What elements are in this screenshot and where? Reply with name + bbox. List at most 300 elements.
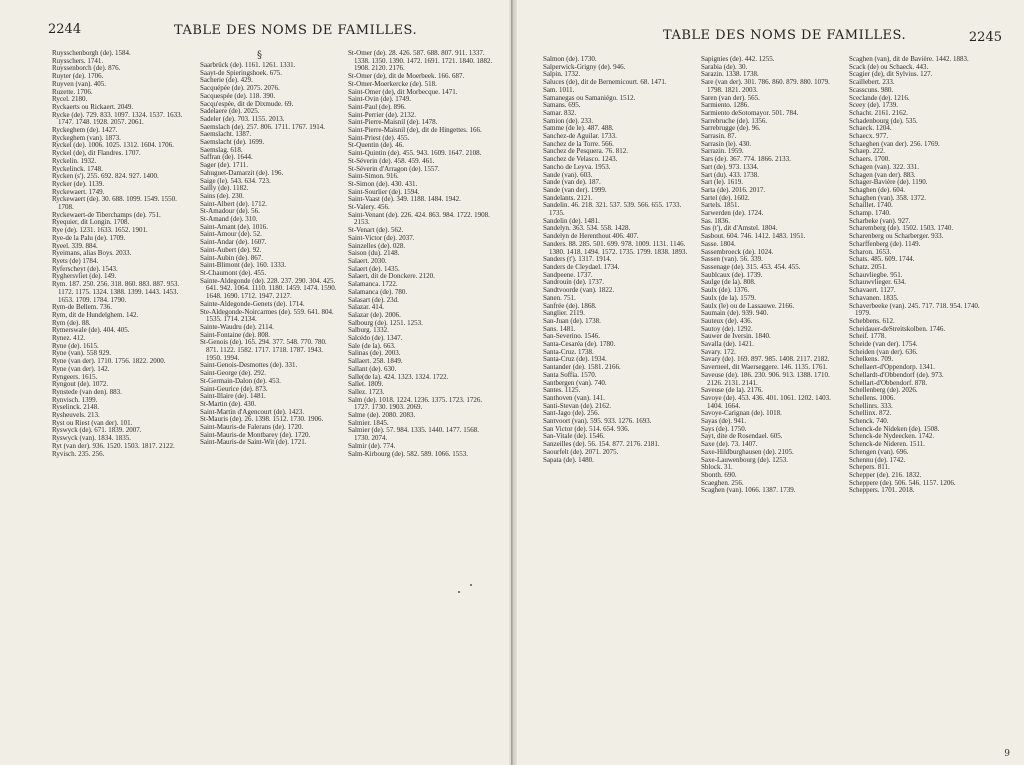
- index-entry: St-Valery. 456.: [348, 203, 390, 212]
- index-entry: Ruyter (de). 1706.: [52, 72, 104, 81]
- index-entry: Scack (de) ou Schaeck. 443.: [849, 62, 929, 71]
- index-entry: Sart (du). 433. 1738.: [701, 170, 759, 179]
- index-entry: St-Venart (de). 562.: [348, 226, 404, 235]
- index-entry: Ryne (van der). 1710. 1756. 1822. 2000.: [52, 357, 166, 366]
- index-entry: Sancho de Leyva. 1953.: [543, 162, 611, 171]
- index-entry: Sarwerden (de). 1724.: [701, 209, 764, 218]
- index-entry: Ryghersvliet (de). 149.: [52, 272, 117, 281]
- index-entry: Saverneel, dit Waerseggere. 146. 1135. 1761.: [701, 363, 828, 372]
- index-entry: Salamanca (de). 780.: [348, 287, 408, 296]
- index-entry: Schagen (van der). 883.: [849, 170, 916, 179]
- index-entry: St-Séverin d'Arragon (de). 1557.: [348, 164, 440, 173]
- index-entry: Rym (de). 88.: [52, 318, 91, 327]
- index-entry: Saayt-de Spieringshoek. 675.: [200, 68, 283, 77]
- index-entry: Scheppere (de). 506. 546. 1157. 1206.: [849, 478, 956, 487]
- index-entry: Sanders de Cleydael. 1734.: [543, 262, 620, 271]
- index-entry: Scaeghen. 256.: [701, 478, 744, 487]
- left-column-3: [348, 50, 493, 762]
- index-entry: Schenck. 740.: [849, 417, 889, 426]
- index-entry: Salaert. 2030.: [348, 256, 387, 265]
- index-entry: Sas. 1836.: [701, 216, 730, 225]
- index-entry: Ruysschenborgh (de). 1584.: [52, 50, 131, 57]
- index-entry: St-Mauris (de). 26. 1398. 1512. 1730. 1906.: [200, 415, 324, 424]
- index-entry: Ryswyck (de). 671. 1839. 2007.: [52, 426, 142, 435]
- index-entry: Sart (de). 973. 1334.: [701, 162, 759, 171]
- index-entry: Santvoort (van). 595. 933. 1276. 1693.: [543, 417, 652, 426]
- index-entry: Schaecx. 977.: [849, 132, 889, 141]
- index-entry: Sande (van der). 1999.: [543, 185, 607, 194]
- index-entry: Schavanen. 1835.: [849, 293, 899, 302]
- index-entry: Saulge (de la). 808.: [701, 278, 756, 287]
- index-entry: Sainzelles (de). 028.: [348, 241, 406, 250]
- index-entry: Ryckel (de), dit Flandres. 1707.: [52, 149, 141, 158]
- index-entry: Ryvisch. 235. 256.: [52, 449, 105, 458]
- index-entry: Salamanca. 1722.: [348, 280, 398, 289]
- index-entry: Santes. 1125.: [543, 386, 581, 395]
- index-entry: Schepers. 811.: [849, 463, 890, 472]
- index-entry: Ruyven (van). 405.: [52, 79, 107, 88]
- index-entry: Salmier. 1845.: [348, 418, 389, 427]
- index-entry: Saint-Omer (de), dit Morbecque. 1471.: [348, 87, 458, 96]
- index-entry: Saint-Vaast (de). 349. 1188. 1484. 1942.: [348, 195, 461, 204]
- index-entry: Sarmiento. 1286.: [701, 101, 750, 110]
- index-entry: Sarazin. 1338. 1738.: [701, 70, 759, 79]
- index-entry: St-Germain-Dalon (de). 453.: [200, 376, 281, 385]
- index-entry: Savoye (de). 453. 436. 401. 1061. 1202. 1403. 1404. 1664.: [701, 393, 831, 410]
- index-entry: Sarmiento deSotomayor. 501. 784.: [701, 108, 799, 117]
- index-entry: Schengen (van). 696.: [849, 447, 909, 456]
- index-entry: St-Omer (de), dit de Moerbeek. 166. 687.: [348, 72, 465, 81]
- index-entry: Saumain (de). 939. 940.: [701, 309, 769, 318]
- index-entry: Saint-Aubert (de). 92.: [200, 245, 262, 254]
- index-entry: Sarrazin. 1959.: [701, 147, 744, 156]
- index-entry: Saxe (de). 73. 1407.: [701, 440, 758, 449]
- index-entry: Salm-Kirbourg (de). 582. 589. 1066. 1553.: [348, 449, 469, 458]
- index-entry: Scharenberg ou Scharberger. 933.: [849, 232, 944, 241]
- index-entry: Sarrebruche (de). 1356.: [701, 116, 768, 125]
- index-entry: Rysheuvels. 213.: [52, 411, 100, 420]
- index-entry: Schaghen (van). 358. 1372.: [849, 193, 926, 202]
- index-entry: Saint-Victor (de). 2037.: [348, 233, 415, 242]
- index-entry: St-Séverin (de). 458. 459. 461.: [348, 156, 435, 165]
- index-entry: Ryckeghem (de). 1427.: [52, 126, 118, 135]
- index-entry: Sanfrée (de). 1868.: [543, 301, 597, 310]
- index-entry: Scharemberg (de). 1502. 1503. 1740.: [849, 224, 954, 233]
- index-entry: Salasart (de). 23d.: [348, 295, 399, 304]
- index-entry: Scheide (van der). 1754.: [849, 340, 918, 349]
- index-entry: Ryferscheyt (de). 1543.: [52, 264, 118, 273]
- index-entry: Salle(de la). 424. 1323. 1324. 1722.: [348, 372, 449, 381]
- index-entry: Rycel. 2180.: [52, 95, 88, 104]
- index-entry: Sayt, dite de Rosendael. 605.: [701, 432, 783, 441]
- index-entry: Saint-Pierre-Maisnil (de), dit de Hingettes. 166.: [348, 126, 482, 135]
- index-entry: Saige (le). 543. 634. 723.: [200, 176, 271, 185]
- index-entry: Salperwick-Grigny (de). 946.: [543, 62, 626, 71]
- index-entry: Saint-Quintin (de). 455. 943. 1609. 1647. 2108.: [348, 149, 482, 158]
- index-entry: Sailly (de). 1182.: [200, 184, 249, 193]
- index-entry: Sassembroeck (de). 1024.: [701, 247, 774, 256]
- index-entry: Schaghen (de). 604.: [849, 185, 905, 194]
- index-entry: Saublcaux (de). 1739.: [701, 270, 763, 279]
- index-entry: Sblock. 31.: [701, 463, 733, 472]
- index-entry: Saint-Mauris-de Saint-Wit (de). 1721.: [200, 438, 307, 447]
- index-entry: Saison (du). 2148.: [348, 249, 400, 258]
- index-entry: Sartels. 1851.: [701, 201, 740, 210]
- index-entry: Rye (de). 1231. 1633. 1652. 1901.: [52, 226, 148, 235]
- index-entry: Saint-Sourlier (de). 1594.: [348, 187, 420, 196]
- index-entry: Sarrasin. 87.: [701, 132, 737, 141]
- right-column-2: [701, 56, 841, 765]
- index-entry: Sale (de la). 663.: [348, 341, 396, 350]
- index-entry: Saren (van der). 565.: [701, 93, 760, 102]
- index-entry: Salazar. 414.: [348, 303, 384, 312]
- index-entry: Saint-George (de). 292.: [200, 369, 266, 378]
- index-entry: Ryckelin. 1932.: [52, 156, 97, 165]
- left-column-1: [52, 50, 192, 762]
- index-entry: Savary (de). 169. 897. 985. 1408. 2117. 2182.: [701, 355, 830, 364]
- index-entry: Schellardt-d'Obbendorf (de). 973.: [849, 370, 944, 379]
- index-entry: Rye-de la Palu (de). 1709.: [52, 233, 126, 242]
- index-entry: Rym-de Bellem. 736.: [52, 303, 112, 312]
- index-entry: Sanzeilles (de). 56. 154. 877. 2176. 2181.: [543, 440, 660, 449]
- index-entry: Sandelin. 46. 218. 321. 537. 539. 566. 655. 1733. 1735.: [543, 201, 682, 218]
- index-entry: Schaeghen (van der). 256. 1769.: [849, 139, 940, 148]
- index-entry: Schager-Bavière (de). 1190.: [849, 178, 928, 187]
- index-entry: Schellinrs. 333.: [849, 401, 893, 410]
- index-entry: Santander (de). 1581. 2166.: [543, 363, 621, 372]
- index-entry: Ryckel (de). 1006. 1025. 1312. 1604. 1706.: [52, 141, 174, 150]
- index-entry: Scaillebert. 233.: [849, 78, 895, 87]
- index-entry: Schenck-de Nideken (de). 1508.: [849, 424, 940, 433]
- index-entry: Schaep. 222.: [849, 147, 885, 156]
- index-entry: Sas (t'), dit d'Amstel. 1804.: [701, 224, 778, 233]
- index-entry: Santa-Cruz (de). 1934.: [543, 355, 607, 364]
- index-entry: Saint-Geurice (de). 873.: [200, 384, 268, 393]
- index-entry: Ryngeers. 1615.: [52, 372, 98, 381]
- index-entry: Saint-Blimont (de). 160. 1333.: [200, 261, 286, 270]
- index-entry: Salmir (de). 774.: [348, 441, 396, 450]
- index-entry: Ryne (de). 1615.: [52, 341, 99, 350]
- index-entry: Saxe-Lauwenbourg (de). 1253.: [701, 455, 788, 464]
- index-entry: Sanen. 751.: [543, 293, 576, 302]
- index-entry: Schaeck. 1204.: [849, 124, 892, 133]
- index-entry: Schaverbeeke (van). 245. 717. 718. 954. 1740. 1979.: [849, 301, 980, 318]
- index-entry: Rym, dit de Hundelghem. 142.: [52, 310, 139, 319]
- index-entry: Sans. 1481.: [543, 324, 576, 333]
- index-entry: Rymerswale (de). 404. 405.: [52, 326, 130, 335]
- index-entry: Ryckelinck. 1748.: [52, 164, 103, 173]
- paper-speck: [458, 591, 460, 593]
- index-entry: Sarta (de). 2016. 2017.: [701, 185, 766, 194]
- index-entry: Ryngout (de). 1072.: [52, 380, 109, 389]
- index-entry: Saint-Albert (de). 1712.: [200, 199, 267, 208]
- index-entry: Samans. 695.: [543, 101, 581, 110]
- index-entry: Santa-Cruz. 1738.: [543, 347, 594, 356]
- index-entry: Savalla (de). 1421.: [701, 340, 754, 349]
- index-entry: Salcédo (de). 1347.: [348, 334, 403, 343]
- index-entry: Saveuse (de la). 2176.: [701, 386, 764, 395]
- signature-mark: 9: [1004, 749, 1010, 759]
- index-entry: Santi-Stevan (de). 2162.: [543, 401, 612, 410]
- index-entry: Saint-Mauris-de Montbarey (de). 1720.: [200, 430, 311, 439]
- index-entry: Sayas (de). 941.: [701, 417, 747, 426]
- index-entry: Schellinx. 872.: [849, 409, 892, 418]
- index-entry: Savoye-Carignan (de). 1018.: [701, 409, 782, 418]
- index-entry: Scheif. 1778.: [849, 332, 887, 341]
- index-entry: Ruyssenborch (de). 876.: [52, 64, 121, 73]
- index-entry: Scaghen (van). 1066. 1387. 1739.: [701, 486, 796, 495]
- index-entry: Ryne (van). 558 929.: [52, 349, 112, 358]
- index-entry: Saint-Amour (de). 52.: [200, 230, 262, 239]
- index-entry: Ste-Aldegonde-Noircarmes (de). 559. 641. 804. 1535. 1714. 2134.: [200, 307, 334, 324]
- index-entry: Rycker (de). 1139.: [52, 179, 104, 188]
- index-entry: Saint-Paul (de). 896.: [348, 102, 406, 111]
- index-entry: Sande (van). 603.: [543, 170, 593, 179]
- right-column-3: [849, 56, 994, 765]
- index-entry: Sauteux (de). 436.: [701, 316, 753, 325]
- index-entry: Salme (de). 2080. 2083.: [348, 411, 416, 420]
- right-column-1: [543, 56, 691, 765]
- index-entry: Sande (van de). 187.: [543, 178, 601, 187]
- index-entry: Salazar (de). 2006.: [348, 310, 401, 319]
- index-entry: Sauwer de Iversin. 1840.: [701, 332, 771, 341]
- index-entry: Scagier (de), dit Sylvius. 127.: [849, 70, 933, 79]
- index-entry: Rynstede (van den). 883.: [52, 387, 122, 396]
- index-entry: St-Chaumont (de). 455.: [200, 268, 267, 277]
- index-entry: Ryeimans, alias Boys. 2033.: [52, 249, 132, 258]
- index-entry: Salpin. 1732.: [543, 70, 581, 79]
- index-entry: Rynez. 412.: [52, 334, 86, 343]
- index-entry: Samar. 832.: [543, 108, 577, 117]
- index-entry: Scheidauer-deStreitskolben. 1746.: [849, 324, 946, 333]
- index-entry: Salm (de). 1018. 1224. 1236. 1375. 1723. 1726. 1727. 1730. 1903. 2069.: [348, 395, 483, 412]
- index-entry: Sautoy (de). 1292.: [701, 324, 753, 333]
- index-entry: Saint-Ovin (de). 1749.: [348, 95, 411, 104]
- index-entry: Saarbrück (de). 1161. 1261. 1331.: [200, 62, 296, 69]
- index-entry: Sandelants. 2121.: [543, 193, 593, 202]
- index-entry: Sasbout. 604. 746. 1412. 1483. 1951.: [701, 232, 806, 241]
- index-entry: Sapata (de). 1480.: [543, 455, 594, 464]
- index-entry: Sant-Jago (de). 256.: [543, 409, 600, 418]
- index-entry: Schatz. 2051.: [849, 262, 887, 271]
- index-entry: Sandtvoorde (van). 1822.: [543, 286, 615, 295]
- index-entry: Ryst ou Riest (van der). 101.: [52, 418, 133, 427]
- index-entry: Sars (de). 367. 774. 1866. 2133.: [701, 155, 791, 164]
- index-entry: Schaillet. 1740.: [849, 201, 893, 210]
- index-entry: Saint-Pierre-Maisnil (de). 1478.: [348, 118, 438, 127]
- index-entry: Rym. 187. 250. 256. 318. 860. 883. 887. 953. 1172. 1175. 1324. 1388. 1399. 1443. 1453. 1653. 1709. 1784. 1790.: [52, 280, 180, 304]
- index-entry: Salaert, dit de Donckere. 2120.: [348, 272, 435, 281]
- index-entry: Ryets (de) 1784.: [52, 256, 99, 265]
- index-entry: Sam. 1011.: [543, 85, 575, 94]
- index-entry: Sanchez de la Torre. 566.: [543, 139, 614, 148]
- index-entry: Says (de). 1750.: [701, 424, 747, 433]
- index-entry: Saint-Priest (de). 455.: [348, 133, 410, 142]
- index-entry: Schagen (van). 322. 331.: [849, 162, 919, 171]
- index-entry: Saint-Illaire (de). 1481.: [200, 392, 266, 401]
- index-entry: Schellaert-d'Oppendorp. 1341.: [849, 363, 935, 372]
- index-entry: Rycke (de). 729. 833. 1097. 1324. 1537. 1633. 1747. 1748. 1928. 2057. 2061.: [52, 110, 183, 127]
- index-entry: Sartel (de). 1602.: [701, 193, 750, 202]
- index-entry: Sallaert. 258. 1849.: [348, 357, 403, 366]
- index-entry: Scharbeke (van). 927.: [849, 216, 911, 225]
- index-entry: Sbonth. 690.: [701, 470, 737, 479]
- index-entry: Sainte-Aldegonde-Genets (de). 1714.: [200, 299, 305, 308]
- index-entry: Santbergen (van). 740.: [543, 378, 607, 387]
- index-entry: Saint-Aubin (de). 867.: [200, 253, 263, 262]
- index-entry: Schenck-de Nydeecken. 1742.: [849, 432, 935, 441]
- index-entry: Saulx (le) ou de Lassauwe. 2166.: [701, 301, 795, 310]
- index-entry: Scasscuns. 980.: [849, 85, 894, 94]
- index-entry: Schacht. 2161. 2162.: [849, 108, 908, 117]
- index-entry: Schennu (de). 1742.: [849, 455, 906, 464]
- index-entry: St-Omer-Moerkercke (de). 518.: [348, 79, 437, 88]
- index-entry: St-Omer (de). 28. 426. 587. 688. 807. 911. 1337. 1338. 1350. 1390. 1472. 1691. 1721. 1840. 1882. 1908. 2120. 2176.: [348, 50, 493, 73]
- left-column-2: [200, 62, 340, 765]
- index-entry: St-Quentin (de). 46.: [348, 141, 404, 150]
- index-entry: Sandelyn de Herenthout 406. 407.: [543, 232, 639, 241]
- index-entry: Sahuguet-Damarzit (de). 196.: [200, 168, 284, 177]
- index-entry: Saint-Perrier (de). 2132.: [348, 110, 417, 119]
- index-entry: Salbourg (de). 1251. 1253.: [348, 318, 423, 327]
- index-entry: Sadelaere (de). 2025.: [200, 107, 260, 116]
- index-entry: Schauwvlieger. 634.: [849, 278, 906, 287]
- index-entry: Saulx (de). 1376.: [701, 286, 750, 295]
- index-entry: Salaert (de). 1435.: [348, 264, 400, 273]
- index-entry: San-Juan (de). 1738.: [543, 316, 601, 325]
- index-entry: Ryckewaert-de Tiberchamps (de). 751.: [52, 210, 161, 219]
- index-entry: Saint-Mauris-de Falerans (de). 1720.: [200, 423, 304, 432]
- index-entry: St-Amand (de). 310.: [200, 215, 258, 224]
- index-entry: Ruysschers. 1741.: [52, 56, 104, 65]
- index-entry: Sanders. 88. 285. 501. 699. 978. 1009. 1131. 1146. 1380. 1418. 1494. 1572. 1735. 1799. 1838. 1893.: [543, 239, 688, 256]
- right-page: [512, 0, 1024, 765]
- index-entry: Schauvliegbe. 951.: [849, 270, 903, 279]
- index-entry: Sandelin (de). 1481.: [543, 216, 600, 225]
- index-entry: Sarabia (de). 30.: [701, 62, 748, 71]
- index-entry: Salinas (de). 2003.: [348, 349, 401, 358]
- index-entry: Sarrebrugge (de). 96.: [701, 124, 761, 133]
- index-entry: Schellenberg (de). 2026.: [849, 386, 918, 395]
- index-entry: Schamp. 1740.: [849, 209, 891, 218]
- index-entry: Sainte-Waudru (de). 2114.: [200, 322, 274, 331]
- right-running-head: TABLE DES NOMS DE FAMILLES.: [663, 28, 907, 43]
- index-entry: Ryswyck (van). 1834. 1835.: [52, 434, 132, 443]
- index-entry: Ryne (van der). 142.: [52, 364, 110, 373]
- index-entry: Sassenage (de). 315. 453. 454. 455.: [701, 262, 801, 271]
- index-entry: Scaghen (van), dit de Bavière. 1442. 1883.: [849, 56, 969, 63]
- index-entry: Sassen (van). 56. 339.: [701, 255, 763, 264]
- index-entry: Sadeler (de). 703. 1155. 2013.: [200, 114, 285, 123]
- index-entry: Ryselinck. 2148.: [52, 403, 99, 412]
- index-entry: Sceclande (de). 1216.: [849, 93, 910, 102]
- index-entry: Sare (van der). 301. 786. 860. 879. 880. 1079. 1798. 1821. 2003.: [701, 78, 830, 94]
- index-entry: Santhoven (van). 141.: [543, 393, 605, 402]
- index-entry: Sacherie (de). 429.: [200, 76, 253, 85]
- index-entry: Sarrasin (le). 430.: [701, 139, 752, 148]
- index-entry: Saint-Venant (de). 226. 424. 863. 984. 1722. 1908. 2153.: [348, 210, 490, 227]
- index-entry: Schaers. 1700.: [849, 155, 891, 164]
- index-entry: Schebbens. 612.: [849, 316, 895, 325]
- index-entry: Sanchez de Velasco. 1243.: [543, 155, 618, 164]
- index-entry: San-Severino. 1546.: [543, 332, 600, 341]
- index-entry: Sanchez de Pesquera. 76. 812.: [543, 147, 628, 156]
- index-entry: Saveuse (de). 186. 230. 906. 913. 1388. 1710. 2126. 2131. 2141.: [701, 370, 830, 387]
- index-entry: Saint-Martin d'Agencourt (de). 1423.: [200, 407, 305, 416]
- index-entry: Sager (de). 1711.: [200, 161, 248, 170]
- index-entry: Ryeel. 339. 884.: [52, 241, 98, 250]
- index-entry: Sceey (de). 1739.: [849, 101, 898, 110]
- index-entry: Schenck-de Nideren. 1511.: [849, 440, 925, 449]
- book-gutter: [509, 0, 517, 765]
- index-entry: Sandelyn. 363. 534. 558. 1428.: [543, 224, 631, 233]
- index-entry: St-Amadour (de). 56.: [200, 207, 260, 216]
- index-entry: Santa Soffia. 1570.: [543, 370, 597, 379]
- index-entry: Scharffenberg (de). 1149.: [849, 239, 921, 248]
- section-ornament: §: [257, 50, 262, 61]
- index-entry: Sacqu'espée, dit de Dixmude. 69.: [200, 99, 294, 108]
- index-entry: St-Genois (de). 165. 294. 377. 548. 770. 780. 871. 1122. 1582. 1717. 1718. 1787. 1943. 1950. 1994.: [200, 338, 327, 362]
- index-entry: Sapignies (de). 442. 1255.: [701, 56, 775, 63]
- index-entry: Sacquespée (de). 118. 390.: [200, 91, 276, 100]
- index-entry: Ryt (van der). 936. 1520. 1503. 1817. 2122.: [52, 441, 175, 450]
- index-entry: Saluces (de), dit de Bernemicourt. 68. 1471.: [543, 78, 667, 87]
- index-entry: Sasse. 1804.: [701, 239, 736, 248]
- index-entry: Rynvisch. 1399.: [52, 395, 98, 404]
- index-entry: Samanegas ou Samaniégo. 1512.: [543, 93, 636, 102]
- index-entry: Scheiden (van der). 636.: [849, 347, 918, 356]
- index-entry: Sallet. 1809.: [348, 380, 384, 389]
- left-page-number: 2244: [48, 22, 82, 37]
- index-entry: Ryequier, dit Longin. 1708.: [52, 218, 130, 227]
- index-entry: Ryckewaert. 1749.: [52, 187, 105, 196]
- index-entry: Ryckaerts ou Rickaert. 2049.: [52, 102, 134, 111]
- index-entry: Ryckeghem (van). 1873.: [52, 133, 121, 142]
- index-entry: San-Vitale (de). 1546.: [543, 432, 605, 441]
- index-entry: Schadenbourg (de). 535.: [849, 116, 918, 125]
- index-entry: Sallant (de). 630.: [348, 364, 397, 373]
- index-entry: Salmier (de). 57. 984. 1335. 1440. 1477. 1568. 1730. 2074.: [348, 426, 480, 443]
- index-entry: Saint-Simon. 916.: [348, 172, 399, 181]
- index-entry: Saulx (de la). 1579.: [701, 293, 757, 302]
- index-entry: Saint-Amant (de). 1016.: [200, 222, 269, 231]
- index-entry: Scharon. 1653.: [849, 247, 892, 256]
- index-entry: Saemslacht. 1387.: [200, 130, 252, 139]
- index-entry: Sallez. 1723.: [348, 387, 385, 396]
- index-entry: Schepper (de). 216. 1832.: [849, 470, 922, 479]
- left-running-head: TABLE DES NOMS DE FAMILLES.: [174, 23, 418, 38]
- index-entry: Sandrouin (de). 1737.: [543, 278, 605, 287]
- index-entry: Sanchez-de Aguilar. 1733.: [543, 132, 617, 141]
- index-entry: Salburg. 1332.: [348, 326, 389, 335]
- index-entry: Samion (de). 233.: [543, 116, 594, 125]
- index-entry: Rycken (s'). 255. 692. 824. 927. 1400.: [52, 172, 159, 181]
- index-entry: Saemslacht (de). 1699.: [200, 138, 265, 147]
- index-entry: Saint-Genois-Desmottes (de). 331.: [200, 361, 298, 370]
- index-entry: Savary. 172.: [701, 347, 736, 356]
- index-entry: Saemslag. 618.: [200, 145, 243, 154]
- index-entry: Saint-Fontaine (de). 808.: [200, 330, 270, 339]
- index-entry: Salmon (de). 1730.: [543, 56, 597, 63]
- index-entry: Scheppers. 1701. 2018.: [849, 486, 915, 495]
- index-entry: St-Martin (de). 430.: [200, 399, 256, 408]
- index-entry: St-Simon (de). 430. 431.: [348, 179, 418, 188]
- index-entry: Santa-Cesaréa (de). 1780.: [543, 340, 616, 349]
- index-entry: Sains (de). 230.: [200, 191, 244, 200]
- index-entry: Sart (le). 1619.: [701, 178, 743, 187]
- index-entry: Saemslach (de). 257. 806. 1711. 1767. 1914.: [200, 122, 325, 131]
- index-entry: Saourfelt (de). 2071. 2075.: [543, 447, 619, 456]
